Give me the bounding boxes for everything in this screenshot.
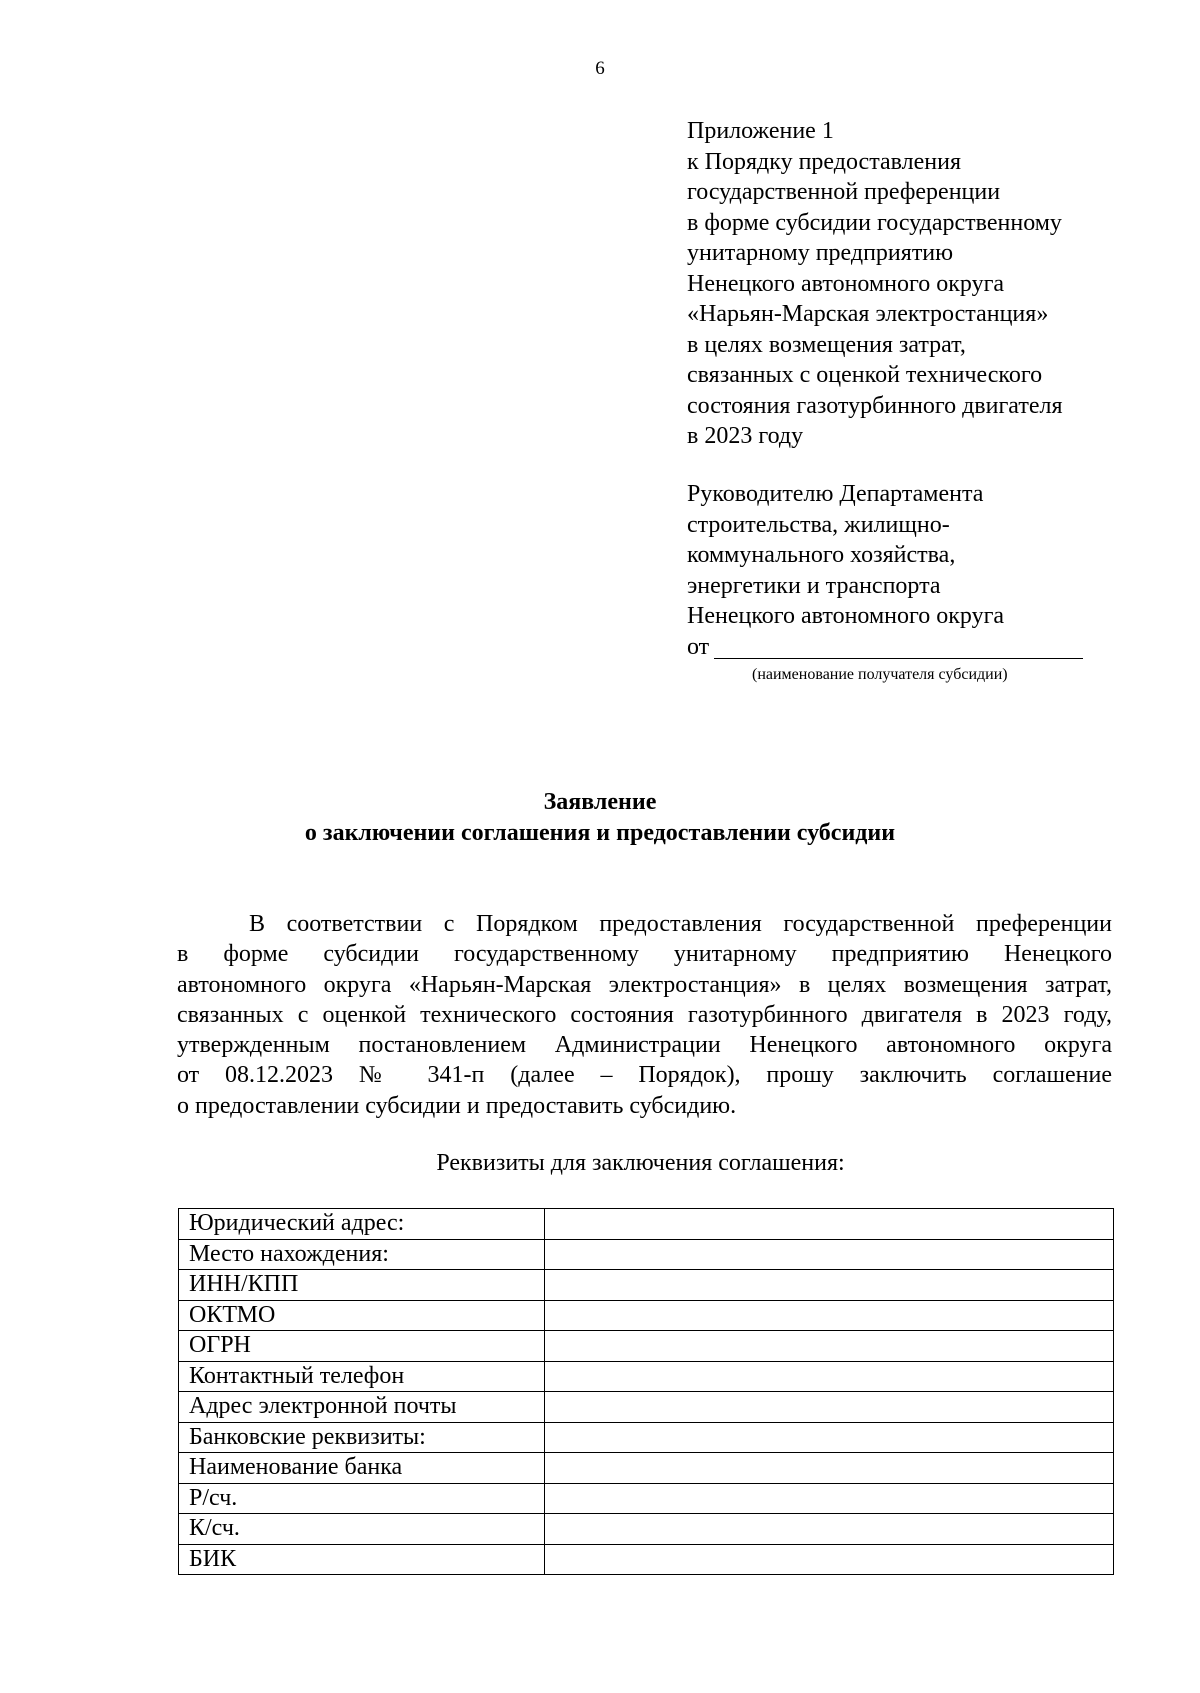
body-line: в форме субсидии государственному унитарному предприятию Ненецкого [177,941,1112,968]
addressee-line: энергетики и транспорта [687,572,941,599]
requisite-label: Адрес электронной почты [179,1392,545,1423]
requisite-label: Контактный телефон [179,1361,545,1392]
table-row [179,1483,1114,1514]
title-line-2: о заключении соглашения и предоставлении субсидии [304,820,896,846]
requisite-value-cell[interactable] [545,1422,1114,1453]
table-row [179,1361,1114,1392]
table-row [179,1239,1114,1270]
from-label: от [687,633,710,660]
appendix-line: в целях возмещения затрат, [687,331,966,358]
recipient-name-caption: (наименование получателя субсидии) [752,666,1008,683]
addressee-block [687,479,1157,662]
table-row [179,1270,1114,1301]
requisite-label: Место нахождения: [179,1239,545,1270]
requisite-label: Наименование банка [179,1453,545,1484]
requisite-value-cell[interactable] [545,1514,1114,1545]
table-row [179,1300,1114,1331]
appendix-line: состояния газотурбинного двигателя [687,392,1063,419]
requisite-value-cell[interactable] [545,1483,1114,1514]
requisite-label: Юридический адрес: [179,1209,545,1240]
requisite-value-cell[interactable] [545,1331,1114,1362]
page-number: 6 [595,58,605,79]
table-row [179,1422,1114,1453]
body-line: В соответствии с Порядком предоставления государственной преференции [249,911,1112,937]
appendix-line: связанных с оценкой технического [687,362,1043,388]
table-row [179,1392,1114,1423]
appendix-line: Ненецкого автономного округа [687,270,1005,297]
appendix-line: унитарному предприятию [687,240,954,266]
body-line: связанных с оценкой технического состояния газотурбинного двигателя в 2023 году, [177,1001,1112,1028]
from-underline[interactable] [714,658,1083,659]
appendix-line: в форме субсидии государственному [687,209,1062,236]
body-line: утвержденным постановлением Администрации Ненецкого автономного округа [177,1032,1112,1059]
requisite-label: ОКТМО [179,1300,545,1331]
appendix-line: «Нарьян-Марская электростанция» [687,301,1049,327]
requisite-value-cell[interactable] [545,1453,1114,1484]
requisite-value-cell[interactable] [545,1392,1114,1423]
body-line: от 08.12.2023 № 341-п (далее – Порядок), прошу заключить соглашение [177,1062,1112,1089]
requisite-label: Банковские реквизиты: [179,1422,545,1453]
requisite-value-cell[interactable] [545,1544,1114,1575]
from-field[interactable] [687,632,1157,663]
addressee-line: строительства, жилищно- [687,511,950,538]
requisite-value-cell[interactable] [545,1209,1114,1240]
table-row [179,1209,1114,1240]
requisite-value-cell[interactable] [545,1300,1114,1331]
appendix-line: Приложение 1 [687,118,834,144]
requisite-value-cell[interactable] [545,1270,1114,1301]
requisite-label: Р/сч. [179,1483,545,1514]
requisite-label: ОГРН [179,1331,545,1362]
body-line: о предоставлении субсидии и предоставить субсидию. [177,1092,737,1119]
table-row [179,1331,1114,1362]
requisite-label: ИНН/КПП [179,1270,545,1301]
appendix-line: в 2023 году [687,423,804,449]
addressee-line: Ненецкого автономного округа [687,603,1005,629]
table-row [179,1544,1114,1575]
body-line: автономного округа «Нарьян-Марская электростанция» в целях возмещения затрат, [177,971,1112,998]
title-line-1: Заявление [543,789,657,815]
appendix-line: государственной преференции [687,179,1001,205]
requisite-label: К/сч. [179,1514,545,1545]
addressee-line: коммунального хозяйства, [687,542,956,568]
appendix-line: к Порядку предоставления [687,148,962,175]
requisite-value-cell[interactable] [545,1361,1114,1392]
requisite-value-cell[interactable] [545,1239,1114,1270]
requisites-heading: Реквизиты для заключения соглашения: [436,1150,845,1176]
requisites-table [178,1208,1114,1575]
document-title [0,787,1200,849]
table-row [179,1453,1114,1484]
body-paragraph [177,909,1112,1121]
requisite-label: БИК [179,1544,545,1575]
addressee-line: Руководителю Департамента [687,481,984,507]
table-row [179,1514,1114,1545]
appendix-reference [687,116,1157,452]
